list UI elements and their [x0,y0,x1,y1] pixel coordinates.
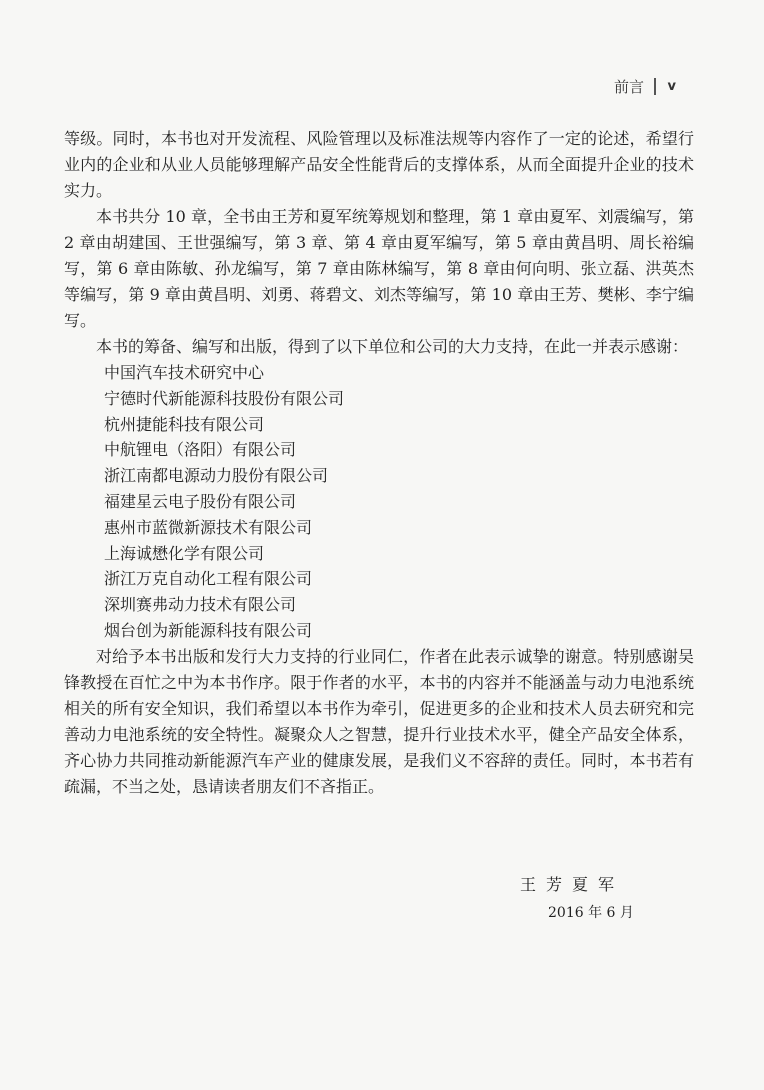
body-text [64,126,694,800]
author-signature: 王芳夏军 [520,875,625,894]
running-header [614,76,676,97]
list-item: 杭州捷能科技有限公司 [104,414,265,434]
header-divider [654,78,656,95]
paragraph-closing-thanks: 对给予本书出版和发行大力支持的行业同仁，作者在此表示诚挚的谢意。特别感谢吴锋教授在百忙之中为本书作序。限于作者的水平，本书的内容并不能涵盖与动力电池系统相关的所有安全知识，我们希望以本书作为牵引，促进更多的企业和技术人员去研究和完善动力电池系统的安全特性。凝聚众人之智慧，提升行业技术水平，健全产品安全体系，齐心协力共同推动新能源汽车产业的健康发展，是我们义不容辞的责任。同时，本书若有疏漏，不当之处，恳请读者朋友们不吝指正。 [64,646,694,796]
page-number: v [667,79,676,94]
list-item: 烟台创为新能源科技有限公司 [104,620,313,640]
paragraph-acknowledgement-intro: 本书的筹备、编写和出版，得到了以下单位和公司的大力支持，在此一并表示感谢： [96,337,689,356]
list-item: 深圳赛弗动力技术有限公司 [104,595,297,615]
list-item: 惠州市蓝微新源技术有限公司 [104,517,313,537]
section-title: 前言 [614,78,645,96]
list-item: 中国汽车技术研究中心 [104,363,265,382]
signature-date: 2016 年 6 月 [548,905,634,921]
paragraph-continuation: 等级。同时，本书也对开发流程、风险管理以及标准法规等内容作了一定的论述，希望行业内的企业和从业人员能够理解产品安全性能背后的支撑体系，从而全面提升企业的技术实力。 [64,129,694,200]
list-item: 福建星云电子股份有限公司 [104,491,297,511]
organization-list [64,360,694,644]
list-item: 浙江万克自动化工程有限公司 [104,569,313,589]
list-item: 宁德时代新能源科技股份有限公司 [104,388,345,408]
list-item: 上海诚懋化学有限公司 [104,543,265,563]
list-item: 中航锂电（洛阳）有限公司 [104,440,297,460]
paragraph-chapter-authors: 本书共分 10 章，全书由王芳和夏军统筹规划和整理，第 1 章由夏军、刘震编写，第 2 章由胡建国、王世强编写，第 3 章、第 4 章由夏军编写，第 5 章由黄昌明、周长裕编写，第 6 章由陈敏、孙龙编写，第 7 章由陈林编写，第 8 章由何向明、张立磊、洪英杰等编写，第 9 章由黄昌明、刘勇、蒋碧文、刘杰等编写，第 10 章由王芳、樊彬、李宁编写。 [64,207,694,330]
list-item: 浙江南都电源动力股份有限公司 [104,466,329,486]
